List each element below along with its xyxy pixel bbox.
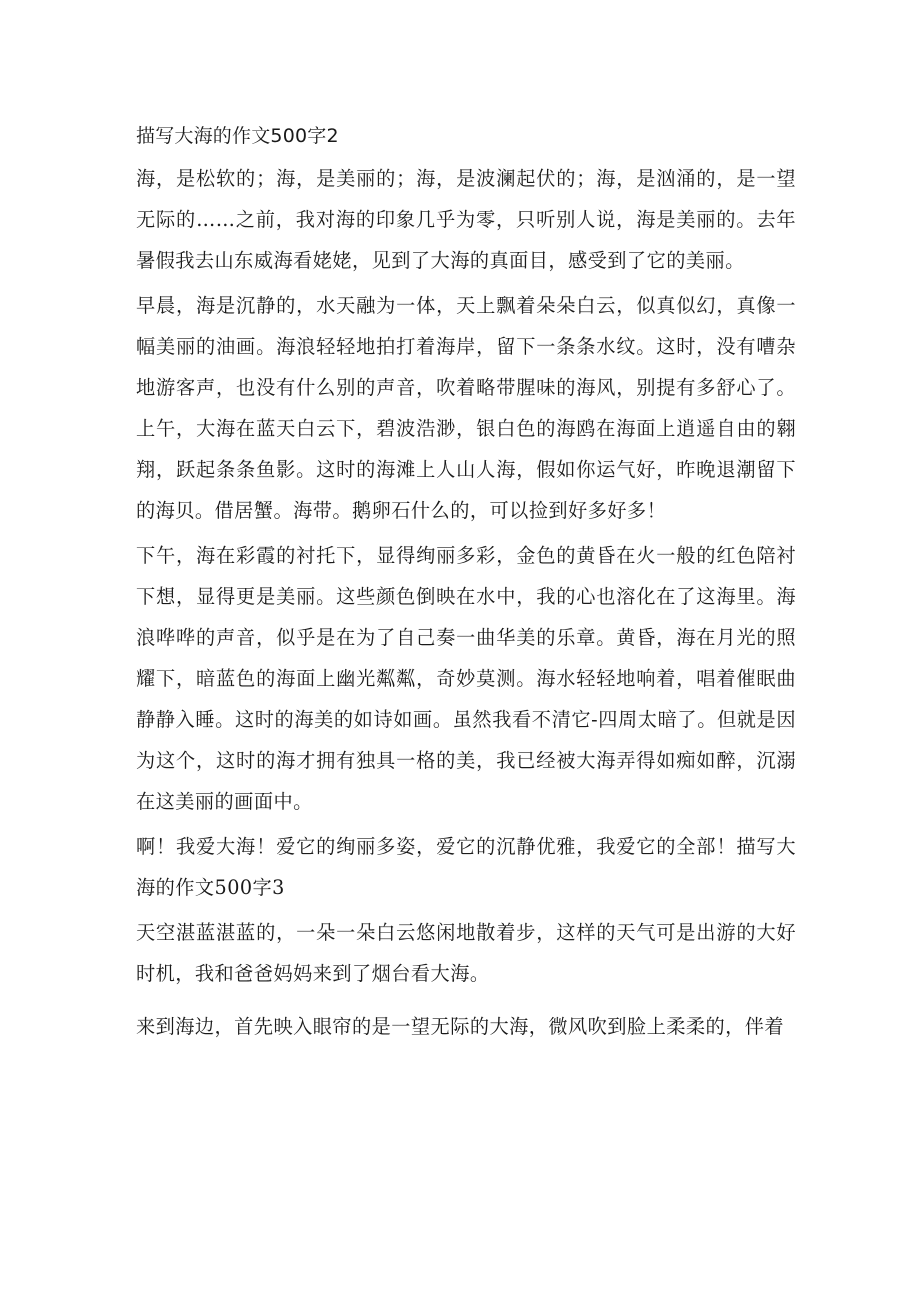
- document-body: [136, 118, 796, 1051]
- paragraph-1: 海，是松软的；海，是美丽的；海，是波澜起伏的；海，是汹涌的，是一望无际的……之前，我对海的印象几乎为零，只听别人说，海是美丽的。去年暑假我去山东威海看姥姥，见到了大海的真面目，感受到了它的美丽。: [136, 167, 796, 272]
- document-title: 描写大海的作文500字2: [136, 125, 339, 147]
- paragraph-5: 天空湛蓝湛蓝的，一朵一朵白云悠闲地散着步，这样的天气可是出游的大好时机，我和爸爸妈妈来到了烟台看大海。: [136, 921, 796, 985]
- paragraph-4: 啊！我爱大海！爱它的绚丽多姿，爱它的沉静优雅，我爱它的全部！描写大海的作文500字3: [136, 835, 796, 899]
- paragraph-2: 早晨，海是沉静的，水天融为一体，天上飘着朵朵白云，似真似幻，真像一幅美丽的油画。海浪轻轻地拍打着海岸，留下一条条水纹。这时，没有嘈杂地游客声，也没有什么别的声音，吹着略带腥味的海风，别提有多舒心了。上午，大海在蓝天白云下，碧波浩渺，银白色的海鸥在海面上逍遥自由的翱翔，跃起条条鱼影。这时的海滩上人山人海，假如你运气好，昨晚退潮留下的海贝。借居蟹。海带。鹅卵石什么的，可以捡到好多好多！: [136, 294, 796, 522]
- paragraph-6: 来到海边，首先映入眼帘的是一望无际的大海，微风吹到脸上柔柔的，伴着: [136, 1015, 785, 1038]
- paragraph-3: 下午，海在彩霞的衬托下，显得绚丽多彩，金色的黄昏在火一般的红色陪衬下想，显得更是美丽。这些颜色倒映在水中，我的心也溶化在了这海里。海浪哗哗的声音，似乎是在为了自己奏一曲华美的乐章。黄昏，海在月光的照耀下，暗蓝色的海面上幽光粼粼，奇妙莫测。海水轻轻地响着，唱着催眠曲静静入睡。这时的海美的如诗如画。虽然我看不清它-四周太暗了。但就是因为这个，这时的海才拥有独具一格的美，我已经被大海弄得如痴如醉，沉溺在这美丽的画面中。: [136, 544, 796, 813]
